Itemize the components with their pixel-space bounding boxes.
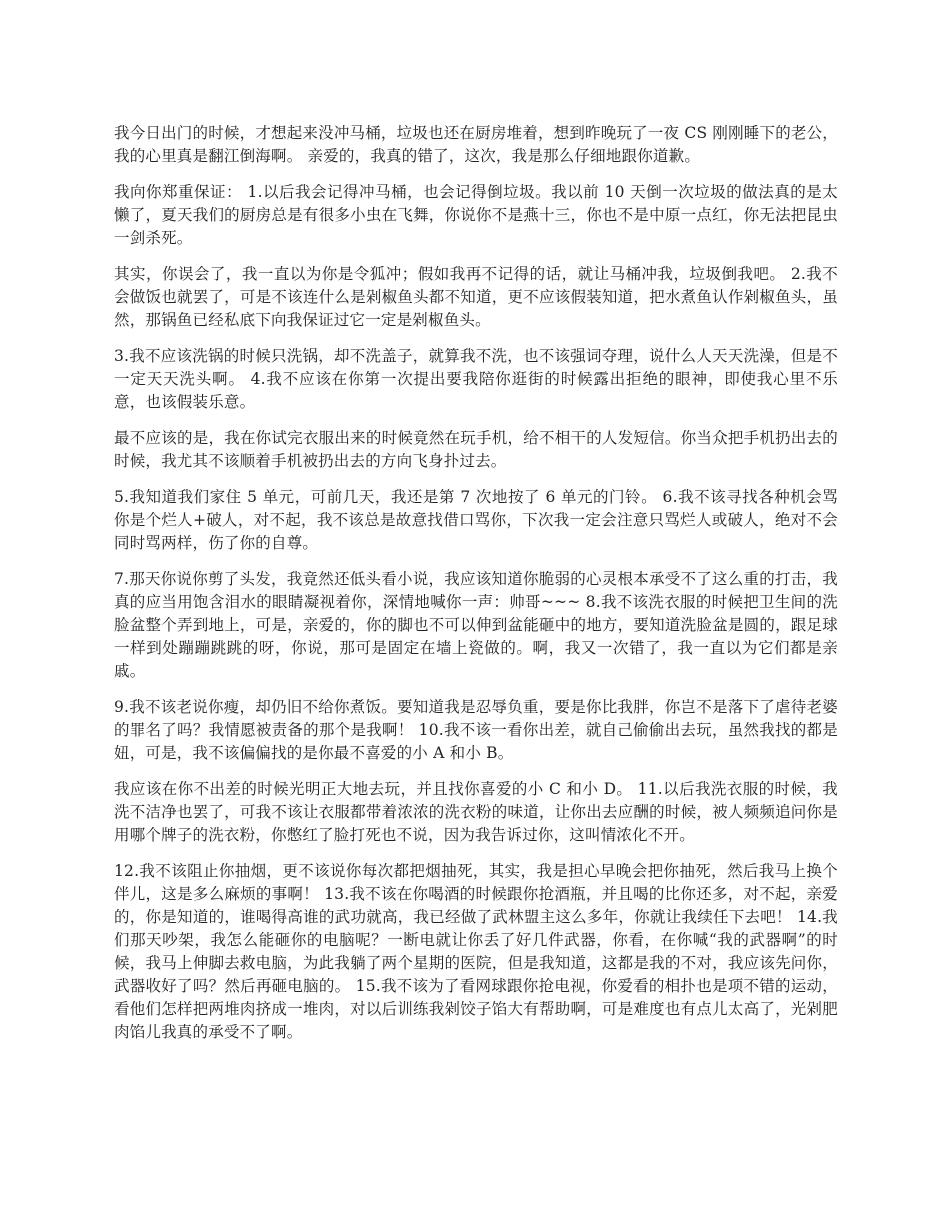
paragraph-10: 12.我不该阻止你抽烟，更不该说你每次都把烟抽死，其实，我是担心早晚会把你抽死，然后我马上换个伴儿，这是多么麻烦的事啊！ 13.我不该在你喝酒的时候跟你抢酒瓶，并且喝的比你还多，对不起，亲爱的，你是知道的，谁喝得高谁的武功就高，我已经做了武林盟主这么多年，你就让我续任下去吧！ 14.我们那天吵架，我怎么能砸你的电脑呢？一断电就让你丢了好几件武器，你看，在你喊“我的武器啊”的时候，我马上伸脚去救电脑，为此我躺了两个星期的医院，但是我知道，这都是我的不对，我应该先问你，武器收好了吗？然后再砸电脑的。 15.我不该为了看网球跟你抢电视，你爱看的相扑也是项不错的运动，看他们怎样把两堆肉挤成一堆肉，对以后训练我剁饺子馅大有帮助啊，可是难度也有点儿太高了，光剁肥肉馅儿我真的承受不了啊。: [114, 862, 838, 1041]
paragraph-7: 7.那天你说你剪了头发，我竟然还低头看小说，我应该知道你脆弱的心灵根本承受不了这么重的打击，我真的应当用饱含泪水的眼睛凝视着你，深情地喊你一声：帅哥~~~ 8.我不该洗衣服的时候把卫生间的洗脸盆整个弄到地上，可是，亲爱的，你的脚也不可以伸到盆能砸中的地方，要知道洗脸盆是圆的，跟足球一样到处蹦蹦跳跳的呀，你说，那可是固定在墙上瓷做的。啊，我又一次错了，我一直以为它们都是亲戚。: [114, 570, 838, 680]
paragraph-8: 9.我不该老说你瘦，却仍旧不给你煮饭。要知道我是忍辱负重，要是你比我胖，你岂不是落下了虐待老婆的罪名了吗？我情愿被责备的那个是我啊！ 10.我不该一看你出差，就自己偷偷出去玩，虽然我找的都是妞，可是，我不该偏偏找的是你最不喜爱的小 A 和小 B。: [114, 698, 838, 762]
paragraph-1: 我今日出门的时候，才想起来没冲马桶，垃圾也还在厨房堆着，想到昨晚玩了一夜 CS 刚刚睡下的老公，我的心里真是翻江倒海啊。 亲爱的，我真的错了，这次，我是那么仔细地跟你道歉。: [114, 124, 838, 165]
paragraph-5: 最不应该的是，我在你试完衣服出来的时候竟然在玩手机，给不相干的人发短信。你当众把手机扔出去的时候，我尤其不该顺着手机被扔出去的方向飞身扑过去。: [114, 429, 838, 470]
paragraph-3: 其实，你误会了，我一直以为你是令狐冲；假如我再不记得的话，就让马桶冲我，垃圾倒我吧。 2.我不会做饭也就罢了，可是不该连什么是剁椒鱼头都不知道，更不应该假装知道，把水煮鱼认作剁椒鱼头，虽然，那锅鱼已经私底下向我保证过它一定是剁椒鱼头。: [114, 265, 838, 329]
paragraph-4: 3.我不应该洗锅的时候只洗锅，却不洗盖子，就算我不洗，也不该强词夺理，说什么人天天洗澡，但是不一定天天洗头啊。 4.我不应该在你第一次提出要我陪你逛街的时候露出拒绝的眼神，即使我心里不乐意，也该假装乐意。: [114, 347, 838, 411]
paragraph-2: 我向你郑重保证： 1.以后我会记得冲马桶，也会记得倒垃圾。我以前 10 天倒一次垃圾的做法真的是太懒了，夏天我们的厨房总是有很多小虫在飞舞，你说你不是燕十三，你也不是中原一点红，你无法把昆虫一剑杀死。: [114, 183, 838, 247]
document-body: [114, 122, 838, 1057]
paragraph-6: 5.我知道我们家住 5 单元，可前几天，我还是第 7 次地按了 6 单元的门铃。 6.我不该寻找各种机会骂你是个烂人+破人，对不起，我不该总是故意找借口骂你，下次我一定会注意只骂烂人或破人，绝对不会同时骂两样，伤了你的自尊。: [114, 488, 838, 552]
paragraph-9: 我应该在你不出差的时候光明正大地去玩，并且找你喜爱的小 C 和小 D。 11.以后我洗衣服的时候，我洗不洁净也罢了，可我不该让衣服都带着浓浓的洗衣粉的味道，让你出去应酬的时候，被人频频追问你是用哪个牌子的洗衣粉，你憋红了脸打死也不说，因为我告诉过你，这叫情浓化不开。: [114, 780, 838, 844]
